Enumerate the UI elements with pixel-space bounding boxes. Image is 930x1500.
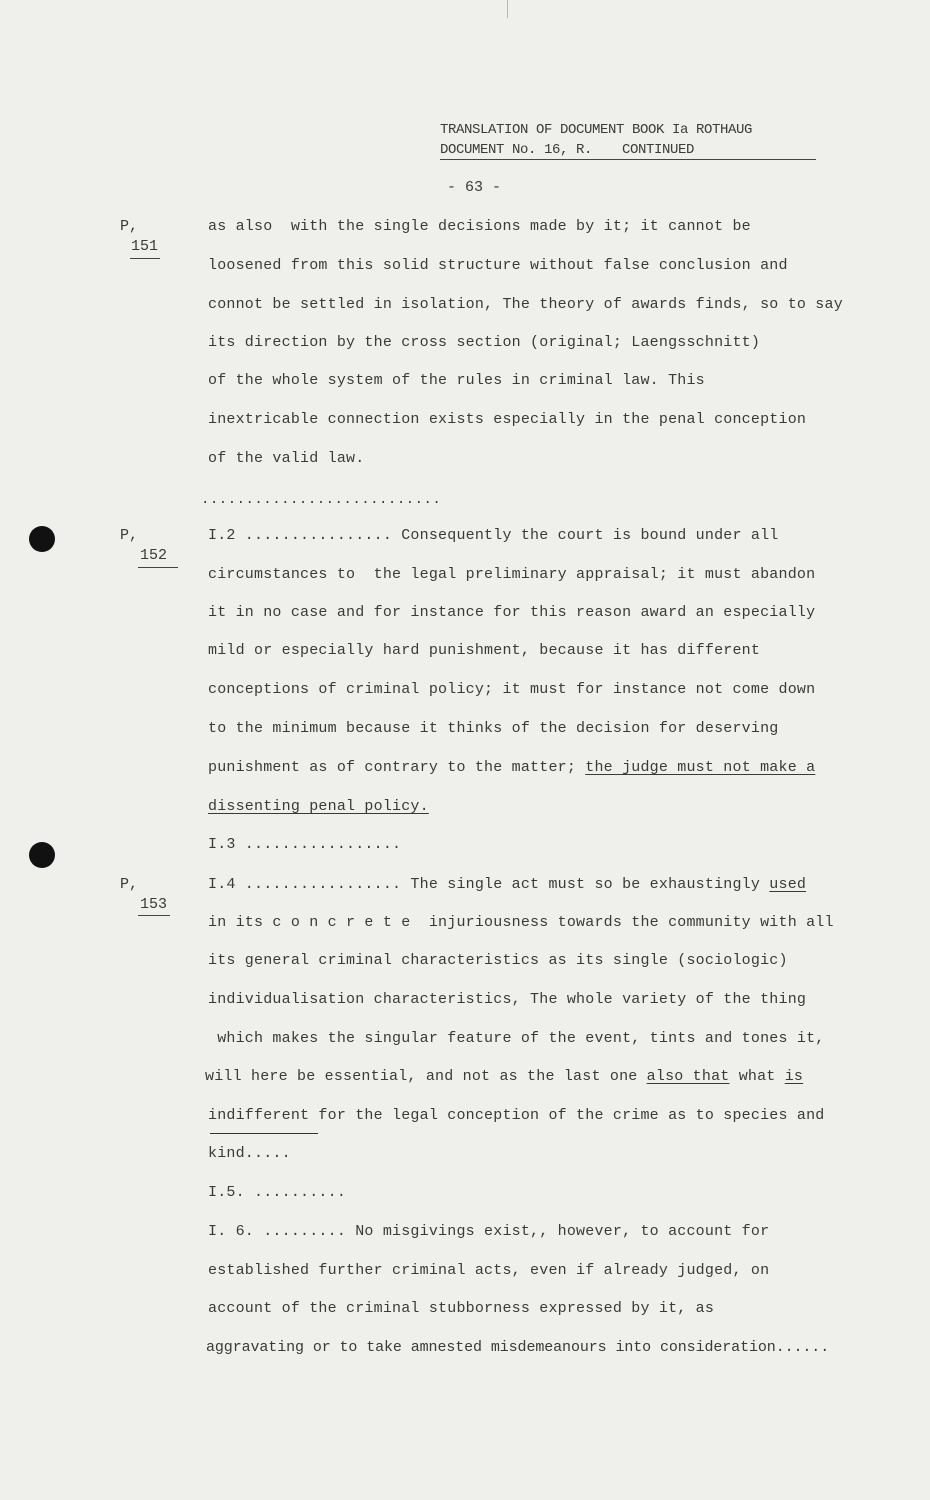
text-line: it in no case and for instance for this reason award an especially (208, 604, 816, 621)
margin-note-number: 152 (140, 547, 168, 564)
text-line: connot be settled in isolation, The theory of awards finds, so to say (208, 296, 843, 313)
text-line: aggravating or to take amnested misdemeanours into consideration...... (206, 1339, 830, 1356)
text-line: inextricable connection exists especially in the penal conception (208, 411, 807, 428)
fold-mark (507, 0, 508, 18)
handwritten-underline (210, 1133, 318, 1134)
margin-rule (130, 258, 160, 259)
header-title: TRANSLATION OF DOCUMENT BOOK Ia ROTHAUG (440, 122, 753, 138)
text-span: punishment as of contrary to the matter; (208, 759, 586, 776)
text-line: established further criminal acts, even if already judged, on (208, 1262, 770, 1279)
text-line: which makes the singular feature of the event, tints and tones it, (208, 1030, 825, 1047)
margin-note-number: 151 (131, 238, 159, 255)
text-line: I.5. .......... (208, 1184, 347, 1201)
underlined-line: dissenting penal policy. (208, 798, 429, 815)
text-line: to the minimum because it thinks of the decision for deserving (208, 720, 779, 737)
text-line: as also with the single decisions made by it; it cannot be (208, 218, 751, 235)
text-line (208, 876, 806, 893)
underlined-text: used (769, 876, 807, 893)
text-line (208, 759, 815, 776)
text-line: kind..... (208, 1145, 291, 1162)
text-line: I.3 ................. (208, 836, 402, 853)
margin-note-p: P, (120, 876, 139, 893)
header-continued: CONTINUED (622, 142, 695, 158)
underlined-text: the judge must not make a (585, 759, 816, 776)
header-rule (440, 159, 816, 160)
text-span: what (729, 1068, 785, 1085)
text-line: account of the criminal stubborness expressed by it, as (208, 1300, 715, 1317)
text-line: I. 6. ......... No misgivings exist,, however, to account for (208, 1223, 770, 1240)
text-line: conceptions of criminal policy; it must for instance not come down (208, 681, 816, 698)
document-header (440, 120, 752, 160)
margin-note-p: P, (120, 218, 139, 235)
margin-note-p: P, (120, 527, 139, 544)
omission-dots: ........................... (201, 492, 442, 508)
page-number: - 63 - (447, 179, 502, 196)
header-document-number: DOCUMENT No. 16, R. (440, 142, 593, 158)
text-line: in its c o n c r e t e injuriousness towards the community with all (208, 914, 834, 931)
margin-note-number: 153 (140, 896, 168, 913)
punch-hole (29, 526, 55, 552)
header-subtitle (440, 140, 752, 160)
text-line: I.2 ................ Consequently the court is bound under all (208, 527, 779, 544)
underlined-text: is (784, 1068, 804, 1085)
margin-rule (138, 915, 170, 916)
text-span: will here be essential, and not as the last one (205, 1068, 647, 1085)
text-line: its direction by the cross section (original; Laengsschnitt) (208, 334, 761, 351)
text-line: indifferent for the legal conception of the crime as to species and (208, 1107, 825, 1124)
text-span: I.4 ................. The single act must so be exhaustingly (208, 876, 770, 893)
margin-rule (138, 567, 178, 568)
text-line: loosened from this solid structure without false conclusion and (208, 257, 788, 274)
punch-hole (29, 842, 55, 868)
text-line: mild or especially hard punishment, because it has different (208, 642, 761, 659)
text-line: individualisation characteristics, The whole variety of the thing (208, 991, 807, 1008)
underlined-text: also that (646, 1068, 730, 1085)
text-line: circumstances to the legal preliminary appraisal; it must abandon (208, 566, 816, 583)
text-line: its general criminal characteristics as its single (sociologic) (208, 952, 788, 969)
text-line: of the valid law. (208, 450, 365, 467)
text-line: of the whole system of the rules in criminal law. This (208, 372, 705, 389)
text-line (205, 1068, 803, 1085)
